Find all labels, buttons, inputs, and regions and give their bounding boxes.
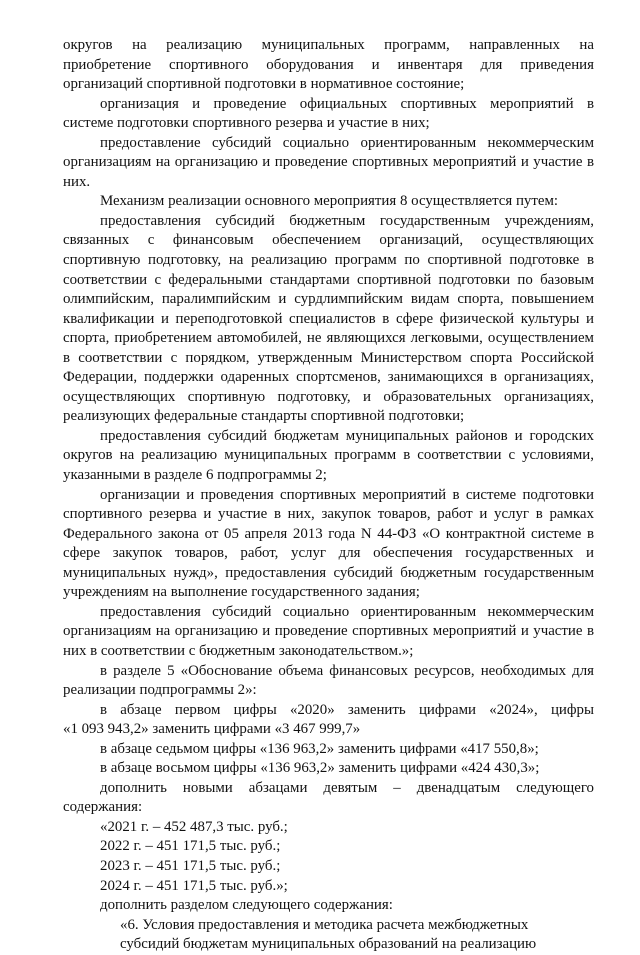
document-line: квалификации и переподготовкой специалистов в сфере физической культуры и [63,310,594,327]
document-line: субсидий бюджетам муниципальных образований на реализацию [120,936,537,953]
document-line: указанными в разделе 6 подпрограммы 2; [63,467,327,484]
document-line: учреждениям на выполнение государственного задания; [63,584,420,601]
document-line: организация и проведение официальных спортивных мероприятий в [100,95,594,112]
document-line: предоставления субсидий бюджетам муниципальных районов и городских [100,427,594,444]
document-line: реализующих федеральные стандарты спортивной подготовки; [63,408,465,425]
document-line: муниципальных нужд», предоставления субсидий бюджетным государственным [63,564,594,581]
document-page [63,36,594,955]
document-line: предоставление субсидий социально ориентированным некоммерческим [100,134,594,151]
document-line: 2022 г. – 451 171,5 тыс. руб.; [100,838,281,855]
document-line: в абзаце первом цифры «2020» заменить цифрами «2024», цифры [100,701,594,718]
document-line: осуществляющих спортивную подготовку, и образовательных организациях, [63,388,594,405]
document-line: предоставления субсидий бюджетным государственным учреждениям, [100,212,594,229]
document-body [63,36,594,955]
document-line: приобретение спортивного оборудования и инвентаря для приведения [63,56,594,73]
document-line: спорта, приобретением автомобилей, не являющихся легковыми, осуществлением [63,330,594,347]
document-line: округов на реализацию муниципальных программ, направленных на [63,37,594,53]
document-line: организаций спортивной подготовки в нормативное состояние; [63,76,465,93]
document-line: дополнить разделом следующего содержания: [100,897,393,914]
document-line: Механизм реализации основного мероприятия 8 осуществляется путем: [100,193,559,210]
document-line: 2023 г. – 451 171,5 тыс. руб.; [100,857,281,874]
document-line: системе подготовки спортивного резерва и участие в них; [63,115,430,132]
document-line: них в соответствии с бюджетным законодательством.»; [63,642,414,659]
document-line: содержания: [63,799,143,816]
document-line: «6. Условия предоставления и методика расчета межбюджетных [120,916,529,933]
document-line: спортивную подготовку, на реализацию программ по спортивной подготовке в [63,252,594,269]
document-line: сфере закупок товаров, работ, услуг для обеспечения государственных и [63,545,594,562]
document-line: связанных с финансовым обеспечением организаций, осуществляющих [63,232,594,249]
document-line: в абзаце восьмом цифры «136 963,2» заменить цифрами «424 430,3»; [100,760,540,777]
document-line: в разделе 5 «Обоснование объема финансовых ресурсов, необходимых для [100,662,594,679]
document-line: 2024 г. – 451 171,5 тыс. руб.»; [100,877,288,894]
document-line: организации и проведения спортивных мероприятий в системе подготовки [100,486,594,503]
document-line: предоставления субсидий социально ориентированным некоммерческим [100,603,594,620]
document-line: организациям на организацию и проведение спортивных мероприятий и участие в [63,623,594,640]
document-line: в соответствии с порядком, утвержденным Министерством спорта Российской [63,349,594,366]
document-line: организациям на организацию и проведение спортивных мероприятий и участие в [63,154,594,171]
document-line: округов на реализацию муниципальных программ в соответствии с условиями, [63,447,594,464]
document-line: дополнить новыми абзацами девятым – двенадцатым следующего [100,779,594,796]
document-line: Федерации, поддержки одаренных спортсменов, занимающихся в организациях, [63,369,594,386]
document-line: олимпийским, паралимпийским и сурдлимпийским видам спорта, повышением [63,291,594,308]
document-line: спортивного резерва и участие в них, закупок товаров, работ и услуг в рамках [63,506,594,523]
document-line: Федерального закона от 05 апреля 2013 года N 44-ФЗ «О контрактной системе в [63,525,594,542]
document-line: «2021 г. – 452 487,3 тыс. руб.; [100,818,288,835]
document-line: в абзаце седьмом цифры «136 963,2» заменить цифрами «417 550,8»; [100,740,539,757]
document-line: них. [63,173,91,190]
document-line: соответствии с федеральными стандартами спортивной подготовки по базовым [63,271,594,288]
document-line: реализации подпрограммы 2»: [63,682,257,699]
document-line: «1 093 943,2» заменить цифрами «3 467 999,7» [63,721,361,738]
